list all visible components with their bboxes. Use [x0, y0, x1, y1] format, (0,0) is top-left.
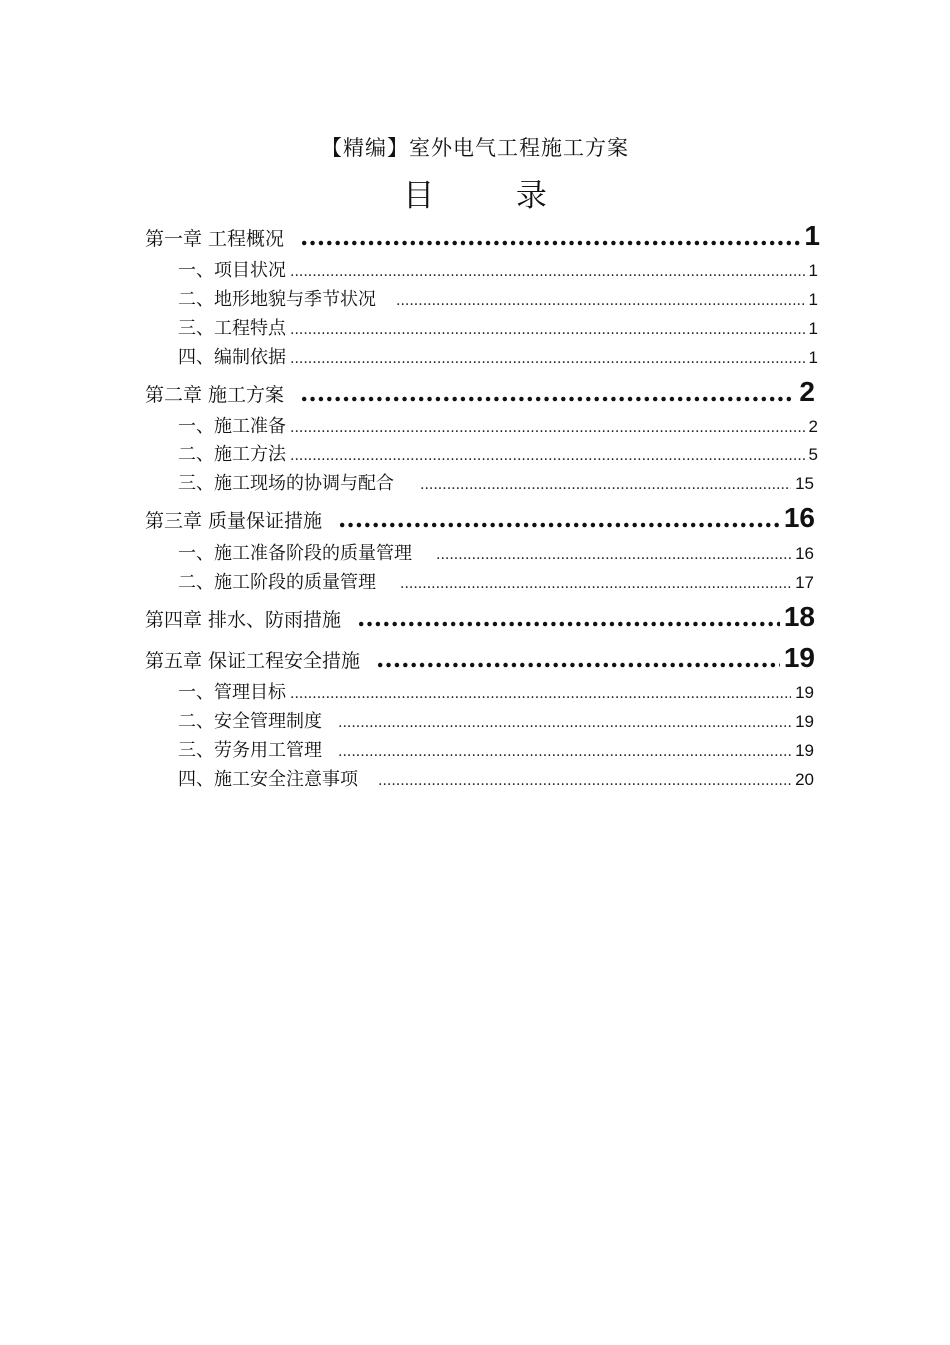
toc-entry-page: 19: [783, 642, 815, 673]
toc-section[interactable]: [178, 440, 818, 466]
dot-leader: [420, 477, 791, 493]
toc-section[interactable]: [178, 314, 818, 340]
toc-entry-label: 二、安全管理制度: [178, 711, 322, 732]
toc-section[interactable]: [178, 412, 818, 438]
dot-leader: [290, 322, 805, 338]
toc-entry-page: 16: [783, 502, 815, 533]
toc-entry-label: 三、施工现场的协调与配合: [178, 473, 394, 494]
dot-leader: [290, 351, 805, 367]
toc-entry-label: 一、管理目标: [178, 682, 286, 703]
toc-entry-label: 第五章 保证工程安全措施: [145, 650, 361, 672]
toc-entry-page: 2: [808, 417, 818, 436]
toc-section[interactable]: [178, 343, 818, 369]
toc-section[interactable]: [178, 539, 814, 565]
toc-entry-label: 二、地形地貌与季节状况: [178, 289, 376, 310]
dot-leader: [357, 603, 780, 632]
toc-section[interactable]: [178, 469, 814, 495]
toc-entry-page: 19: [795, 683, 814, 702]
toc-section[interactable]: [178, 707, 814, 733]
toc-entry-page: 17: [795, 573, 814, 592]
dot-leader: [290, 264, 805, 280]
dot-leader: [396, 293, 805, 309]
toc-chapter-4[interactable]: [145, 601, 815, 633]
dot-leader: [378, 773, 791, 789]
toc-entry-label: 第四章 排水、防雨措施: [145, 609, 342, 631]
toc-entry-page: 2: [799, 376, 815, 407]
dot-leader: [338, 504, 780, 533]
toc-entry-label: 一、施工准备阶段的质量管理: [178, 543, 412, 564]
toc-entry-page: 15: [795, 474, 814, 493]
toc-heading: 目 录: [403, 178, 583, 214]
dot-leader: [290, 420, 805, 436]
toc-entry-page: 1: [808, 261, 818, 280]
toc-entry-page: 16: [795, 544, 814, 563]
toc-entry-label: 第三章 质量保证措施: [145, 510, 323, 532]
toc-entry-page: 19: [795, 712, 814, 731]
dot-leader: [300, 378, 795, 407]
dot-leader: [338, 715, 791, 731]
toc-entry-label: 四、编制依据: [178, 347, 286, 368]
toc-entry-label: 二、施工阶段的质量管理: [178, 572, 376, 593]
toc-chapter-1[interactable]: [145, 220, 820, 252]
toc-section[interactable]: [178, 678, 814, 704]
toc-section[interactable]: [178, 736, 814, 762]
toc-entry-page: 5: [808, 445, 818, 464]
dot-leader: [290, 686, 791, 702]
toc-chapter-5[interactable]: [145, 642, 815, 674]
toc-entry-label: 一、施工准备: [178, 416, 286, 437]
toc-chapter-2[interactable]: [145, 376, 815, 408]
toc-entry-label: 三、工程特点: [178, 318, 286, 339]
toc-entry-label: 四、施工安全注意事项: [178, 769, 358, 790]
dot-leader: [290, 448, 805, 464]
toc-entry-page: 19: [795, 741, 814, 760]
toc-entry-page: 1: [804, 220, 820, 251]
toc-entry-label: 第一章 工程概况: [145, 228, 285, 250]
toc-entry-label: 三、劳务用工管理: [178, 740, 322, 761]
toc-entry-page: 1: [808, 319, 818, 338]
toc-entry-page: 18: [783, 601, 815, 632]
toc-section[interactable]: [178, 285, 818, 311]
toc-chapter-3[interactable]: [145, 502, 815, 534]
toc-entry-label: 第二章 施工方案: [145, 384, 285, 406]
toc-section[interactable]: [178, 256, 818, 282]
toc-entry-label: 二、施工方法: [178, 444, 286, 465]
toc-section[interactable]: [178, 765, 814, 791]
toc-entry-label: 一、项目状况: [178, 260, 286, 281]
dot-leader: [436, 547, 791, 563]
toc-section[interactable]: [178, 568, 814, 594]
toc-entry-page: 1: [808, 348, 818, 367]
dot-leader: [338, 744, 791, 760]
dot-leader: [300, 222, 800, 251]
dot-leader: [400, 576, 791, 592]
dot-leader: [376, 644, 780, 673]
toc-entry-page: 1: [808, 290, 818, 309]
toc-entry-page: 20: [795, 770, 814, 789]
document-title: 【精编】室外电气工程施工方案: [321, 136, 629, 160]
